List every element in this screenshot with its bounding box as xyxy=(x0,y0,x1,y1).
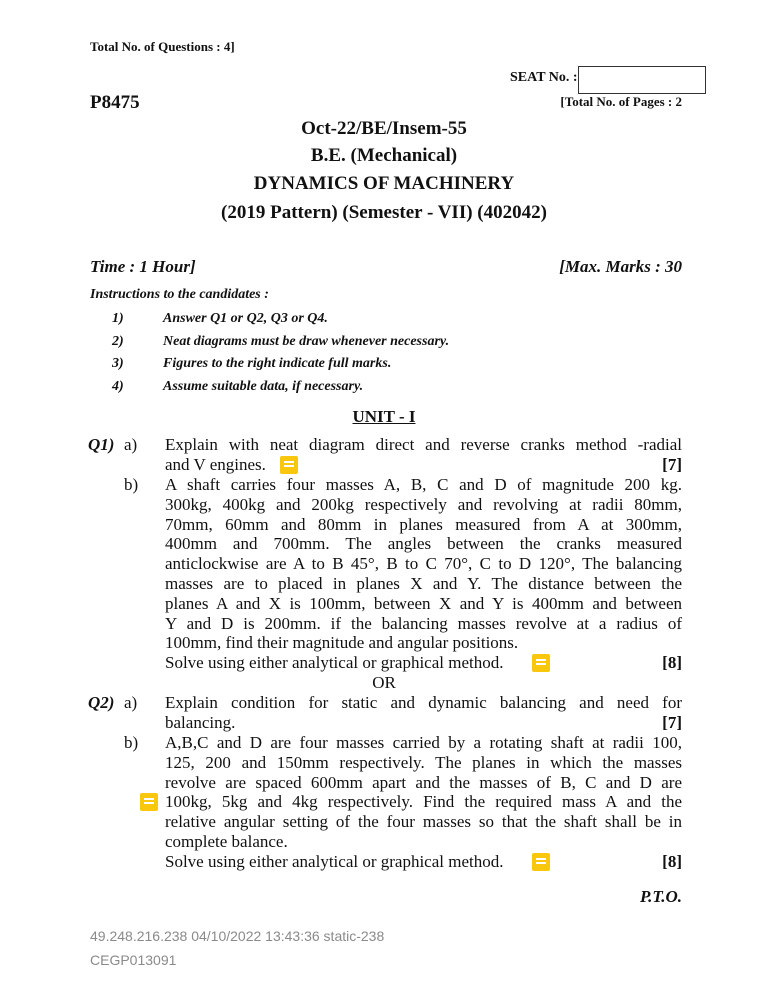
instructions-heading: Instructions to the candidates : xyxy=(90,287,269,302)
part-label: a) xyxy=(124,435,138,454)
marks: [7] xyxy=(662,712,682,732)
or-separator: OR xyxy=(372,673,396,692)
seat-label: SEAT No. : xyxy=(510,70,578,85)
question-text-line: masses are to placed in planes X and Y. The distance between the xyxy=(165,574,682,593)
pattern: (2019 Pattern) (Semester - VII) (402042) xyxy=(221,202,547,223)
question-text-line: 100mm, find their magnitude and angular positions. xyxy=(165,633,519,653)
question-text-line: Explain condition for static and dynamic balancing and need for xyxy=(165,693,682,712)
question-text-line: relative angular setting of the four masses so that the shaft shall be in xyxy=(165,812,682,832)
comment-icon[interactable] xyxy=(280,456,298,474)
time: Time : 1 Hour] xyxy=(90,257,196,276)
question-number: Q2) xyxy=(88,693,115,712)
question-text-line: 400mm and 700mm. The angles between the cranks measured xyxy=(165,534,682,554)
question-text-line: A shaft carries four masses A, B, C and D of magnitude 200 kg. xyxy=(165,475,682,494)
question-text-line: planes A and X is 100mm, between X and Y is 400mm and between xyxy=(165,593,682,613)
course: B.E. (Mechanical) xyxy=(310,145,458,166)
question-text-line: 100kg, 5kg and 4kg respectively. Find the required mass A and the xyxy=(165,792,682,812)
instruction-number: 3) xyxy=(112,356,124,371)
question-text-line: Y and D is 200mm. if the balancing masses revolve at a radius of xyxy=(165,613,682,633)
instruction-text: Assume suitable data, if necessary. xyxy=(163,378,364,394)
instruction-text: Figures to the right indicate full marks. xyxy=(163,356,392,371)
part-label: b) xyxy=(124,475,139,494)
unit-heading: UNIT - I xyxy=(352,407,416,426)
question-text-line: anticlockwise are A to B 45°, B to C 70°, C to D 120°, The balancing xyxy=(165,554,682,574)
instruction-number: 1) xyxy=(112,311,124,326)
seat-number-box[interactable] xyxy=(578,66,706,94)
question-text-line: complete balance. xyxy=(165,832,288,851)
question-text-line: 70mm, 60mm and 80mm in planes measured from A at 300mm, xyxy=(165,514,682,534)
part-label: b) xyxy=(124,733,139,752)
marks: [8] xyxy=(662,653,682,673)
instruction-text: Neat diagrams must be draw whenever necessary. xyxy=(163,333,450,349)
question-text-line: 125, 200 and 150mm respectively. The planes in which the masses xyxy=(165,752,682,772)
total-pages: [Total No. of Pages : 2 xyxy=(560,94,682,109)
question-text-line: balancing. xyxy=(165,712,236,732)
instruction-number: 4) xyxy=(112,378,124,394)
marks: [7] xyxy=(662,454,682,474)
question-text-line: A,B,C and D are four masses carried by a rotating shaft at radii 100, xyxy=(165,733,682,752)
total-questions: Total No. of Questions : 4] xyxy=(90,39,235,54)
question-text-line: Explain with neat diagram direct and reverse cranks method -radial xyxy=(165,435,682,454)
question-text-line: and V engines. xyxy=(165,454,266,474)
question-number: Q1) xyxy=(88,435,115,454)
comment-icon[interactable] xyxy=(140,793,158,811)
exam-code: Oct-22/BE/Insem-55 xyxy=(301,118,467,139)
comment-icon[interactable] xyxy=(532,853,550,871)
watermark: 49.248.216.238 04/10/2022 13:43:36 static-238 xyxy=(90,928,385,944)
part-label: a) xyxy=(124,693,138,712)
max-marks: [Max. Marks : 30 xyxy=(559,257,682,276)
subject-title: DYNAMICS OF MACHINERY xyxy=(253,173,515,194)
question-text-line: 300kg, 400kg and 200kg respectively and revolving at radii 80mm, xyxy=(165,494,682,514)
question-text-line: Solve using either analytical or graphical method. xyxy=(165,851,504,871)
question-text-line: revolve are spaced 600mm apart and the masses of B, C and D are xyxy=(165,772,682,792)
pto: P.T.O. xyxy=(639,887,682,906)
instruction-number: 2) xyxy=(112,333,124,349)
paper-code: P8475 xyxy=(90,92,140,113)
instruction-text: Answer Q1 or Q2, Q3 or Q4. xyxy=(163,311,328,326)
comment-icon[interactable] xyxy=(532,654,550,672)
watermark: CEGP013091 xyxy=(90,952,177,968)
question-text-line: Solve using either analytical or graphical method. xyxy=(165,653,504,673)
marks: [8] xyxy=(662,851,682,871)
